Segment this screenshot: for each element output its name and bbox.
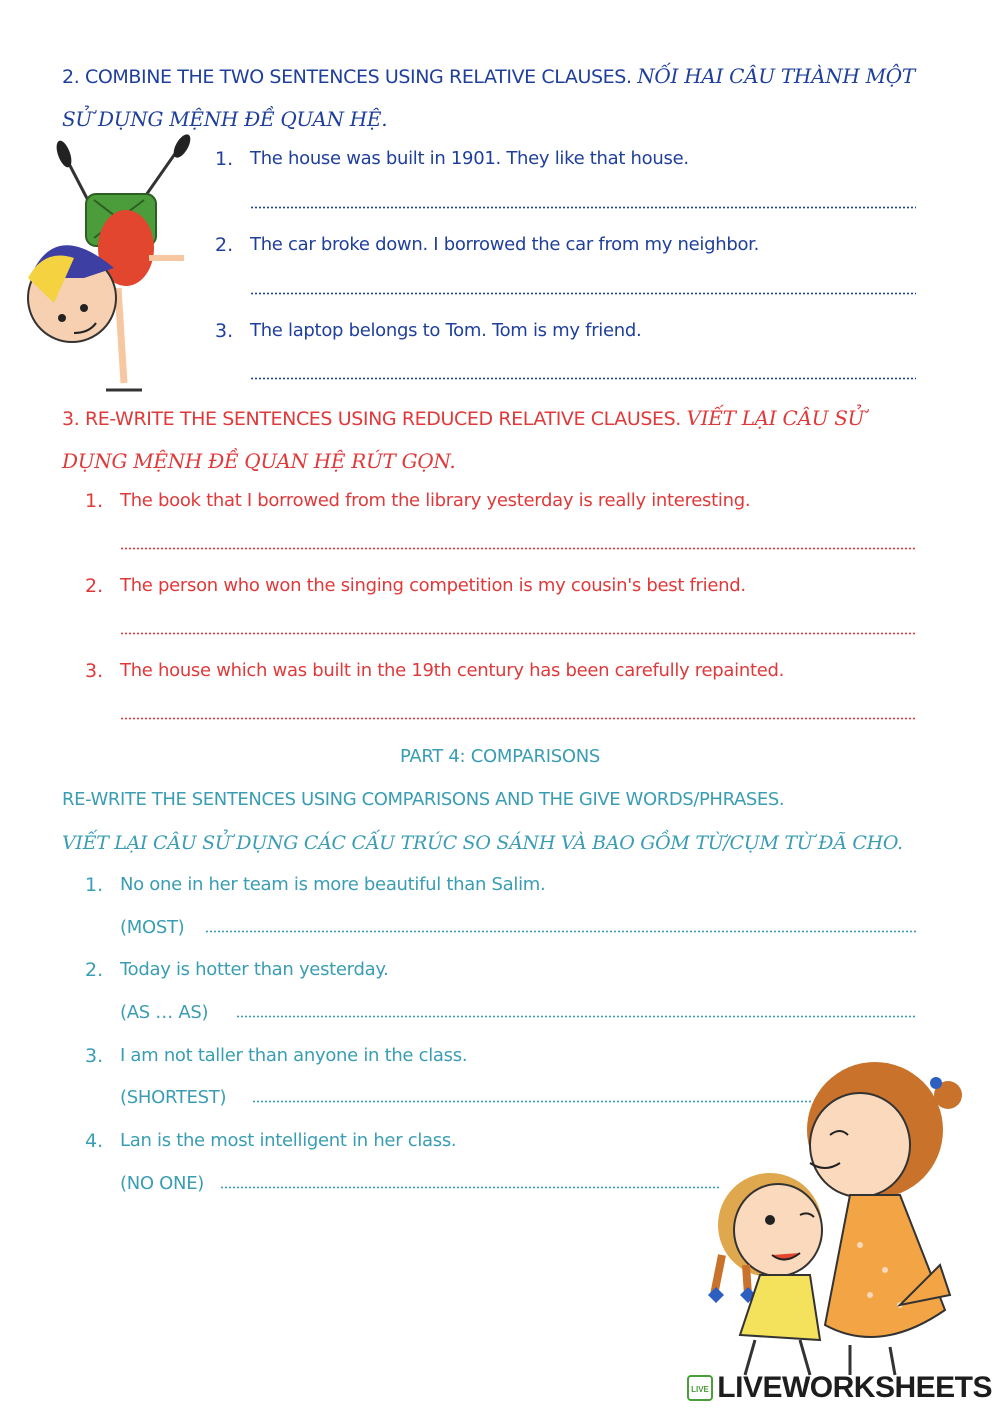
- section-2-item-3-number: 3.: [215, 320, 234, 342]
- section-2-heading: [62, 64, 915, 88]
- section-3-item-2-answer[interactable]: [120, 622, 916, 644]
- part-4-instruction-en: RE-WRITE THE SENTENCES USING COMPARISONS AND THE GIVE WORDS/PHRASES.: [62, 789, 785, 810]
- answer-dotted-line: [250, 377, 916, 380]
- liveworksheets-logo-text: LIVEWORKSHEETS: [717, 1371, 992, 1404]
- section-3-item-3-number: 3.: [85, 660, 104, 682]
- part-4-item-4-text: Lan is the most intelligent in her class.: [120, 1130, 457, 1151]
- section-3-item-1-text: The book that I borrowed from the library yesterday is really interesting.: [120, 490, 751, 511]
- section-3-item-3-text: The house which was built in the 19th century has been carefully repainted.: [120, 660, 785, 681]
- answer-dotted-line: [120, 717, 916, 720]
- section-3-item-1-number: 1.: [85, 490, 104, 512]
- part-4-instruction-vi: VIẾT LẠI CÂU SỬ DỤNG CÁC CẤU TRÚC SO SÁNH VÀ BAO GỒM TỪ/CỤM TỪ ĐÃ CHO.: [62, 832, 903, 854]
- part-4-item-4-answer[interactable]: [220, 1176, 720, 1198]
- part-4-item-3-number: 3.: [85, 1045, 104, 1067]
- section-3-item-2-text: The person who won the singing competition is my cousin's best friend.: [120, 575, 746, 596]
- section-2-item-2-text: The car broke down. I borrowed the car from my neighbor.: [250, 234, 760, 255]
- part-4-item-1-cue: (MOST): [120, 917, 185, 938]
- section-2-heading-vi-2: SỬ DỤNG MỆNH ĐỀ QUAN HỆ.: [62, 107, 388, 131]
- section-2-item-1-answer[interactable]: [250, 196, 916, 218]
- answer-dotted-line: [250, 206, 916, 209]
- handstand-boy-illustration: [14, 128, 204, 400]
- part-4-item-4-cue: (NO ONE): [120, 1173, 205, 1194]
- answer-dotted-line: [220, 1186, 720, 1189]
- part-4-item-1-text: No one in her team is more beautiful than Salim.: [120, 874, 546, 895]
- section-2-heading-en: 2. COMBINE THE TWO SENTENCES USING RELATIVE CLAUSES.: [62, 66, 632, 88]
- part-4-item-4-number: 4.: [85, 1130, 104, 1152]
- section-2-item-3-text: The laptop belongs to Tom. Tom is my friend.: [250, 320, 642, 341]
- answer-dotted-line: [236, 1015, 916, 1018]
- part-4-item-2-answer[interactable]: [236, 1005, 916, 1027]
- part-4-item-2-number: 2.: [85, 959, 104, 981]
- part-4-item-1-answer[interactable]: [205, 920, 916, 942]
- section-2-item-1-text: The house was built in 1901. They like that house.: [250, 148, 689, 169]
- liveworksheets-logo: [687, 1371, 992, 1405]
- part-4-item-1-number: 1.: [85, 874, 104, 896]
- section-2-item-2-number: 2.: [215, 234, 234, 256]
- section-3-item-1-answer[interactable]: [120, 537, 916, 559]
- answer-dotted-line: [250, 292, 916, 295]
- liveworksheets-badge-text: LIVE: [691, 1385, 710, 1394]
- section-3-item-3-answer[interactable]: [120, 707, 916, 729]
- section-2-item-1-number: 1.: [215, 148, 234, 170]
- part-4-item-3-cue: (SHORTEST): [120, 1087, 227, 1108]
- part-4-item-2-cue: (AS … AS): [120, 1002, 209, 1023]
- section-3-item-2-number: 2.: [85, 575, 104, 597]
- liveworksheets-badge-icon: [687, 1375, 713, 1401]
- answer-dotted-line: [120, 547, 916, 550]
- section-3-heading-vi-1: VIẾT LẠI CÂU SỬ: [686, 406, 865, 430]
- section-2-item-3-answer[interactable]: [250, 367, 916, 389]
- section-3-heading: [62, 406, 864, 430]
- answer-dotted-line: [205, 930, 916, 933]
- part-4-item-3-text: I am not taller than anyone in the class.: [120, 1045, 468, 1066]
- part-4-title: PART 4: COMPARISONS: [399, 746, 601, 767]
- section-3-heading-vi-2: DỤNG MỆNH ĐỀ QUAN HỆ RÚT GỌN.: [62, 449, 456, 473]
- two-girls-illustration: [700, 1055, 990, 1385]
- part-4-item-2-text: Today is hotter than yesterday.: [120, 959, 389, 980]
- section-3-heading-en: 3. RE-WRITE THE SENTENCES USING REDUCED RELATIVE CLAUSES.: [62, 408, 681, 430]
- answer-dotted-line: [120, 632, 916, 635]
- section-2-heading-vi-1: NỐI HAI CÂU THÀNH MỘT: [637, 64, 915, 88]
- section-2-item-2-answer[interactable]: [250, 282, 916, 304]
